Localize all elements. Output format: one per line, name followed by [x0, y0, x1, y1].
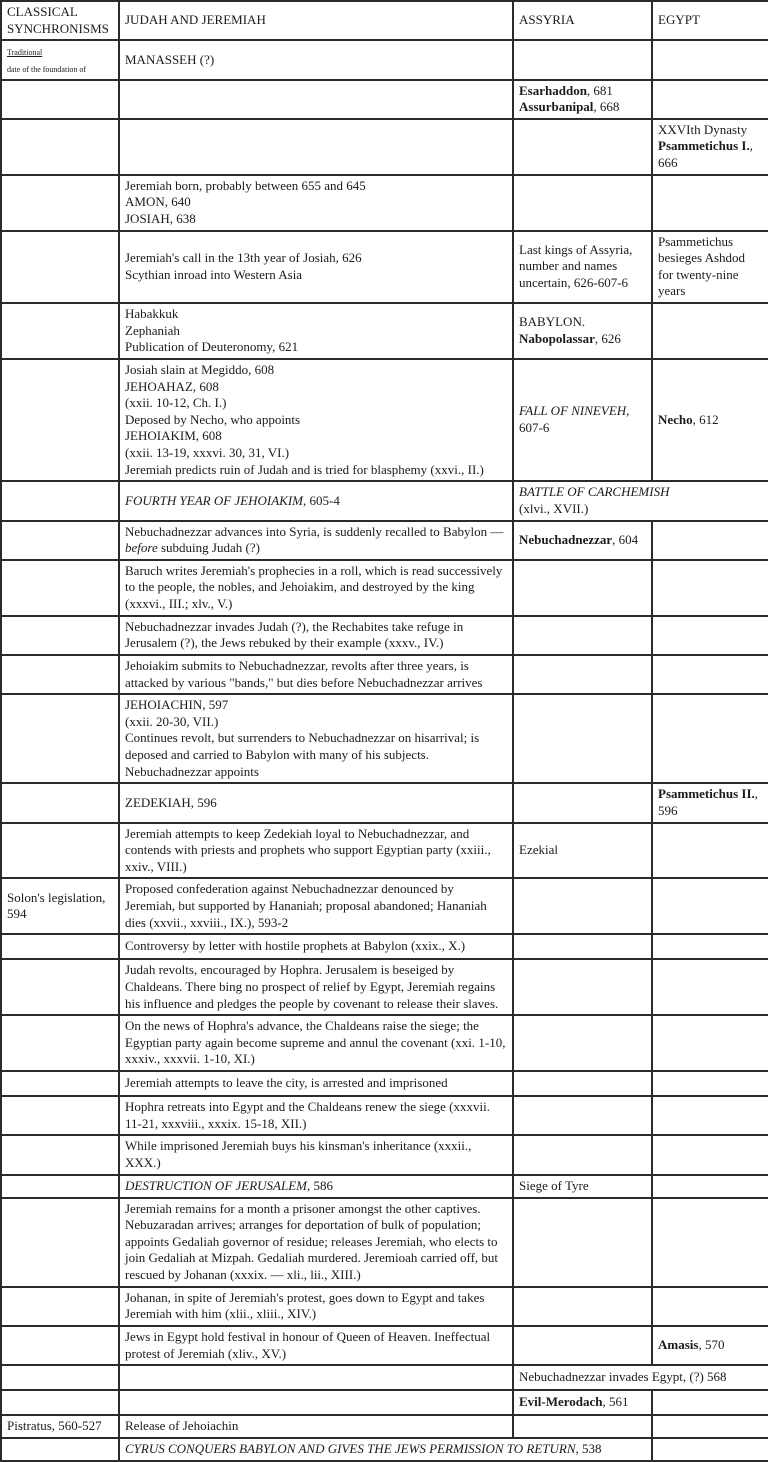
text-run: Hophra retreats into Egypt and the Chaldeans renew the siege (xxxvii. 11-21, xxxviii., xxxix. 15-18, XII.) [125, 1099, 490, 1131]
table-cell [652, 1071, 768, 1096]
cell-line [125, 211, 507, 228]
text-run: While imprisoned Jeremiah buys his kinsman's inheritance (xxxii., XXX.) [125, 1138, 472, 1170]
text-run: Proposed confederation against Nebuchadnezzar denounced by Jeremiah, but supported by Hananiah; proposal abandoned; Hananiah dies (xxvii., xxviii., IX.), 593-2 [125, 881, 487, 930]
table-cell [652, 1287, 768, 1326]
text-run: Siege of Tyre [519, 1177, 589, 1193]
cell-line [125, 412, 507, 429]
table-cell [513, 1096, 652, 1135]
cell-line [519, 420, 646, 437]
cell-line [125, 306, 507, 323]
cell-line [658, 412, 763, 429]
text-run: FOURTH YEAR OF JEHOIAKIM [125, 492, 303, 508]
table-cell [513, 359, 652, 481]
text-run: , 666 [658, 138, 753, 170]
text-run: , 605-4 [303, 492, 340, 508]
table-cell [652, 359, 768, 481]
table-cell [1, 175, 119, 231]
text-run: Baruch writes Jeremiah's prophecies in a roll, which is read successively to the people, the nobles, and Jehoiakim, and destroyed by the king (xxxvi., III.; xlv., V.) [125, 562, 503, 611]
text-run: Amasis [658, 1337, 699, 1353]
table-cell [1, 1390, 119, 1415]
table-cell [1, 655, 119, 694]
table-cell [513, 783, 652, 822]
cell-line [125, 1075, 507, 1092]
cell-line [125, 619, 507, 652]
text-run: , 604 [612, 531, 639, 547]
table-cell [513, 1287, 652, 1326]
table-row [1, 1071, 768, 1096]
table-row [1, 481, 768, 520]
table-cell [119, 175, 513, 231]
text-run: Jeremiah attempts to keep Zedekiah loyal to Nebuchadnezzar, and contends with priests and prophets who support Egyptian party (xxiii., xxiv., VIII.) [125, 825, 491, 874]
table-row [1, 119, 768, 175]
table-cell [513, 231, 652, 304]
text-run: , 626 [594, 330, 621, 346]
table-cell [652, 80, 768, 119]
text-run: Scythian inroad into Western Asia [125, 266, 303, 282]
table-row [1, 1438, 768, 1461]
text-run: date of the foundation of [7, 64, 87, 74]
table-cell [1, 560, 119, 616]
cell-line [125, 1329, 507, 1362]
table-cell [119, 1365, 513, 1390]
table-cell [119, 959, 513, 1015]
text-run: ZEDEKIAH, 596 [125, 794, 217, 810]
table-row [1, 40, 768, 79]
table-cell [652, 823, 768, 879]
table-row [1, 694, 768, 783]
table-cell [1, 1175, 119, 1198]
text-run: DESTRUCTION OF JERUSALEM [125, 1177, 307, 1193]
table-row [1, 1175, 768, 1198]
table-row [1, 616, 768, 655]
text-run: (xxii. 13-19, xxxvi. 30, 31, VI.) [125, 445, 290, 460]
table-body [1, 40, 768, 1461]
text-run: BABYLON. [519, 314, 586, 330]
table-cell [1, 1438, 119, 1461]
text-run: Ezekial [519, 842, 558, 858]
column-header-judah-and-jeremiah: JUDAH AND JEREMIAH [119, 1, 513, 40]
table-cell [652, 231, 768, 304]
text-run: Nabopolassar [519, 330, 595, 346]
text-run: JEHOIAKIM, 608 [125, 428, 222, 444]
cell-line [125, 1441, 646, 1458]
text-run: Jehoiakim submits to Nebuchadnezzar, revolts after three years, is attacked by various "bands," but dies before Nebuchadnezzar arrives [125, 657, 483, 690]
table-row [1, 1365, 768, 1390]
cell-line [519, 532, 646, 549]
cell-line [519, 83, 646, 100]
table-row [1, 1096, 768, 1135]
table-cell [1, 1135, 119, 1174]
table-cell [513, 616, 652, 655]
table-cell [652, 1415, 768, 1438]
cell-line [658, 138, 763, 171]
cell-line [125, 795, 507, 812]
table-cell [513, 1198, 652, 1287]
text-run: JEHOAHAZ, 608 [125, 378, 219, 394]
text-run: Publication of Deuteronomy, 621 [125, 339, 299, 355]
cell-line [125, 194, 507, 211]
table-cell [1, 878, 119, 934]
text-run: (xxii. 20-30, VII.) [125, 713, 219, 729]
table-row [1, 359, 768, 481]
text-run: Last kings of Assyria, number and names uncertain, 626-607-6 [519, 241, 633, 291]
text-run: Nebuchadnezzar invades Egypt, (?) 568 [519, 1369, 727, 1385]
table-cell [119, 303, 513, 359]
table-cell [119, 1326, 513, 1365]
cell-line [125, 1018, 507, 1068]
text-run: , 561 [602, 1394, 629, 1410]
cell-line [519, 1178, 646, 1195]
table-cell [513, 1390, 652, 1415]
cell-line [519, 1394, 646, 1411]
table-row [1, 560, 768, 616]
table-cell [652, 1198, 768, 1287]
text-run: Pistratus, 560-527 [7, 1418, 102, 1434]
table-cell [1, 616, 119, 655]
text-run: Jeremiah attempts to leave the city, is arrested and imprisoned [125, 1075, 448, 1091]
table-row [1, 175, 768, 231]
cell-line [125, 658, 507, 691]
table-cell [119, 1071, 513, 1096]
text-run: Zephaniah [125, 322, 180, 338]
table-cell [513, 560, 652, 616]
table-row [1, 1415, 768, 1438]
header-row [1, 1, 768, 40]
table-cell [1, 231, 119, 304]
table-row [1, 521, 768, 560]
table-cell [513, 1175, 652, 1198]
table-cell [119, 1390, 513, 1415]
cell-line [125, 267, 507, 284]
column-header-assyria: ASSYRIA [513, 1, 652, 40]
table-cell [119, 481, 513, 520]
table-cell [652, 959, 768, 1015]
text-run: Judah revolts, encouraged by Hophra. Jerusalem is beseiged by Chaldeans. There bing no prospect of relief by Egypt, Jeremiah regains his influence and pledges the people by covenant to release their slaves. [125, 962, 499, 1011]
table-cell [652, 783, 768, 822]
text-run: JEHOIACHIN, 597 [125, 697, 229, 713]
table-cell [1, 80, 119, 119]
text-run: MANASSEH (?) [125, 51, 215, 67]
cell-line [125, 339, 507, 356]
table-cell [119, 40, 513, 79]
table-cell [1, 1415, 119, 1438]
table-cell [513, 823, 652, 879]
table-cell [652, 1135, 768, 1174]
cell-line [125, 323, 507, 340]
text-run: , [626, 403, 630, 419]
text-run: Controversy by letter with hostile prophets at Babylon (xxix., X.) [125, 938, 466, 954]
table-row [1, 934, 768, 959]
cell-line [519, 842, 646, 859]
table-cell [652, 175, 768, 231]
cell-line [125, 1099, 507, 1132]
text-run: Nebuchadnezzar [519, 531, 613, 547]
text-run: Deposed by Necho, who appoints [125, 411, 301, 427]
cell-line [125, 938, 507, 955]
table-row [1, 823, 768, 879]
cell-line [519, 242, 646, 292]
table-row [1, 1390, 768, 1415]
table-cell [513, 959, 652, 1015]
table-cell [513, 878, 652, 934]
text-run: Habakkuk [125, 306, 179, 321]
table-cell [1, 481, 119, 520]
text-run: Jeremiah predicts ruin of Judah and is tried for blasphemy (xxvi., II.) [125, 461, 484, 477]
table-cell [1, 1326, 119, 1365]
text-run: Psammetichus I. [658, 138, 750, 154]
cell-line [519, 331, 646, 348]
table-cell [119, 878, 513, 934]
column-header-egypt: EGYPT [652, 1, 768, 40]
table-cell [119, 1438, 652, 1461]
table-cell [652, 1326, 768, 1365]
text-run: 607-6 [519, 420, 550, 436]
text-run: Continues revolt, but surrenders to Nebuchadnezzar on hisarrival; is deposed and carried to Babylon with many of his subjects. Nebuchadnezzar appoints [125, 730, 480, 779]
cell-line [125, 395, 507, 412]
cell-line [7, 1418, 113, 1435]
text-run: , 612 [692, 411, 719, 427]
table-cell [513, 655, 652, 694]
text-run: Jeremiah remains for a month a prisoner amongst the other captives. Nebuzaradan arrives; arranges for deportation of bulk of population; appoints Gedaliah governor of residue; releases Jeremiah, who elects to join Gedaliah at Mizpah. Gedaliah murdered. Jeremioah carried off, but rescued by Johanan (xxxix. — xli., lii., XIII.) [125, 1200, 499, 1282]
table-cell [119, 521, 513, 560]
text-run: Necho [658, 411, 693, 427]
table-cell [119, 616, 513, 655]
text-run: FALL OF NINEVEH [519, 403, 627, 419]
table-cell [119, 231, 513, 304]
cell-line [125, 493, 507, 510]
text-run: Release of Jehoiachin [125, 1418, 239, 1434]
table-cell [1, 783, 119, 822]
text-run: XXVIth Dynasty [658, 121, 748, 137]
table-cell [119, 694, 513, 783]
text-run: On the news of Hophra's advance, the Chaldeans raise the siege; the Egyptian party again become supreme and annul the covenant (xxi. 1-10, xxxiv., xxxvii. 1-10, XI.) [125, 1018, 506, 1067]
cell-line [658, 786, 763, 819]
table-cell [119, 80, 513, 119]
table-cell [119, 359, 513, 481]
cell-line [519, 314, 646, 331]
table-cell [119, 1415, 513, 1438]
table-cell [119, 1175, 513, 1198]
table-cell [652, 40, 768, 79]
cell-line [125, 428, 507, 445]
text-run: Traditional [7, 48, 43, 58]
cell-line [125, 1418, 507, 1435]
table-header [1, 1, 768, 40]
cell-line [519, 1369, 763, 1386]
table-cell [513, 1071, 652, 1096]
cell-line [125, 524, 507, 557]
table-cell [652, 694, 768, 783]
text-run: , 586 [307, 1177, 333, 1193]
table-cell [119, 934, 513, 959]
table-row [1, 1135, 768, 1174]
cell-line [519, 484, 763, 501]
table-cell [119, 1135, 513, 1174]
table-cell [513, 694, 652, 783]
table-cell [513, 934, 652, 959]
table-row [1, 1326, 768, 1365]
table-cell [513, 1135, 652, 1174]
cell-line [7, 43, 113, 76]
table-cell [513, 80, 652, 119]
table-cell [513, 521, 652, 560]
table-cell [513, 40, 652, 79]
table-cell [1, 1071, 119, 1096]
text-run: Jeremiah's call in the 13th year of Josiah, 626 [125, 250, 362, 266]
table-cell [513, 481, 768, 520]
text-run: , 570 [698, 1337, 725, 1353]
table-cell [119, 655, 513, 694]
text-run: before [125, 540, 158, 556]
table-cell [1, 359, 119, 481]
text-run: Nebuchadnezzar invades Judah (?), the Rechabites take refuge in Jerusalem (?), the Jews rebuked by their example (xxxv., IV.) [125, 618, 464, 651]
table-cell [1, 40, 119, 79]
table-cell [652, 1096, 768, 1135]
table-cell [513, 303, 652, 359]
text-run: Jews in Egypt hold festival in honour of Queen of Heaven. Ineffectual protest of Jeremiah (xliv., XV.) [125, 1328, 491, 1361]
table-cell [1, 1287, 119, 1326]
table-row [1, 959, 768, 1015]
table-row [1, 1015, 768, 1071]
table-cell [652, 1390, 768, 1415]
table-cell [1, 1365, 119, 1390]
table-cell [119, 783, 513, 822]
table-cell [652, 616, 768, 655]
cell-line [125, 362, 507, 379]
text-run: (xxii. 10-12, Ch. I.) [125, 395, 227, 411]
table-cell [119, 119, 513, 175]
table-row [1, 878, 768, 934]
table-cell [119, 1096, 513, 1135]
text-run: , 668 [593, 99, 620, 115]
cell-line [125, 1178, 507, 1195]
table-cell [652, 934, 768, 959]
table-cell [513, 175, 652, 231]
table-cell [119, 823, 513, 879]
table-cell [652, 878, 768, 934]
table-cell [119, 1287, 513, 1326]
cell-line [125, 826, 507, 876]
table-row [1, 655, 768, 694]
table-row [1, 231, 768, 304]
table-cell [652, 655, 768, 694]
cell-line [658, 122, 763, 139]
table-cell [513, 119, 652, 175]
text-run: JOSIAH, 638 [125, 210, 196, 226]
table-cell [1, 934, 119, 959]
text-run: AMON, 640 [125, 194, 191, 210]
table-cell [1, 959, 119, 1015]
cell-line [125, 881, 507, 931]
text-run: BATTLE OF CARCHEMISH [519, 484, 670, 500]
cell-line [125, 250, 507, 267]
table-row [1, 1198, 768, 1287]
table-cell [1, 521, 119, 560]
text-run: Esarhaddon [519, 82, 587, 98]
cell-line [125, 379, 507, 396]
text-run: (xlvi., XVII.) [519, 500, 589, 516]
cell-line [125, 1138, 507, 1171]
text-run: Jeremiah born, probably between 655 and 645 [125, 177, 366, 193]
table-cell [652, 521, 768, 560]
table-cell [1, 303, 119, 359]
table-row [1, 303, 768, 359]
table-cell [1, 119, 119, 175]
table-cell [1, 694, 119, 783]
table-cell [652, 303, 768, 359]
table-cell [652, 1438, 768, 1461]
table-cell [1, 1198, 119, 1287]
table-cell [119, 1015, 513, 1071]
text-run: , 596 [658, 786, 759, 818]
table-cell [652, 1175, 768, 1198]
table-cell [652, 560, 768, 616]
cell-line [125, 52, 507, 69]
cell-line [519, 403, 646, 420]
table-cell [119, 1198, 513, 1287]
table-cell [513, 1326, 652, 1365]
cell-line [658, 1337, 763, 1354]
cell-line [125, 1201, 507, 1284]
cell-line [125, 962, 507, 1012]
cell-line [125, 178, 507, 195]
table-row [1, 783, 768, 822]
text-run: Assurbanipal [519, 99, 594, 115]
table-cell [513, 1415, 652, 1438]
table-cell [1, 1015, 119, 1071]
cell-line [125, 697, 507, 714]
cell-line [125, 730, 507, 780]
cell-line [7, 890, 113, 923]
cell-line [658, 234, 763, 301]
cell-line [125, 1290, 507, 1323]
table-cell [1, 823, 119, 879]
table-row [1, 80, 768, 119]
text-run: Nebuchadnezzar advances into Syria, is suddenly recalled to Babylon — [125, 523, 504, 539]
text-run: subduing Judah (?) [157, 540, 260, 556]
table-cell [1, 1096, 119, 1135]
table-cell [652, 1015, 768, 1071]
text-run: Johanan, in spite of Jeremiah's protest, goes down to Egypt and takes Jeremiah with him (xlii., xliii., XIV.) [125, 1289, 485, 1322]
text-run: Psammetichus besieges Ashdod for twenty-nine years [658, 233, 746, 299]
cell-line [519, 501, 763, 518]
cell-line [125, 714, 507, 731]
text-run: , 681 [586, 82, 613, 98]
table-row [1, 1287, 768, 1326]
text-run: , 538 [575, 1440, 602, 1456]
cell-line [125, 462, 507, 479]
table-cell [119, 560, 513, 616]
table-cell [513, 1015, 652, 1071]
cell-line [519, 99, 646, 116]
cell-line [125, 563, 507, 613]
table-cell [652, 119, 768, 175]
text-run: Evil-Merodach [519, 1394, 603, 1410]
column-header-classical-synchronisms: CLASSICAL SYNCHRONISMS [1, 1, 119, 40]
text-run: CYRUS CONQUERS BABYLON AND GIVES THE JEWS PERMISSION TO RETURN [125, 1440, 576, 1456]
table-cell [513, 1365, 768, 1390]
cell-line [125, 445, 507, 462]
text-run: Josiah slain at Megiddo, 608 [125, 361, 275, 377]
text-run: Psammetichus II. [658, 786, 755, 802]
text-run: Solon's legislation, 594 [7, 889, 106, 922]
